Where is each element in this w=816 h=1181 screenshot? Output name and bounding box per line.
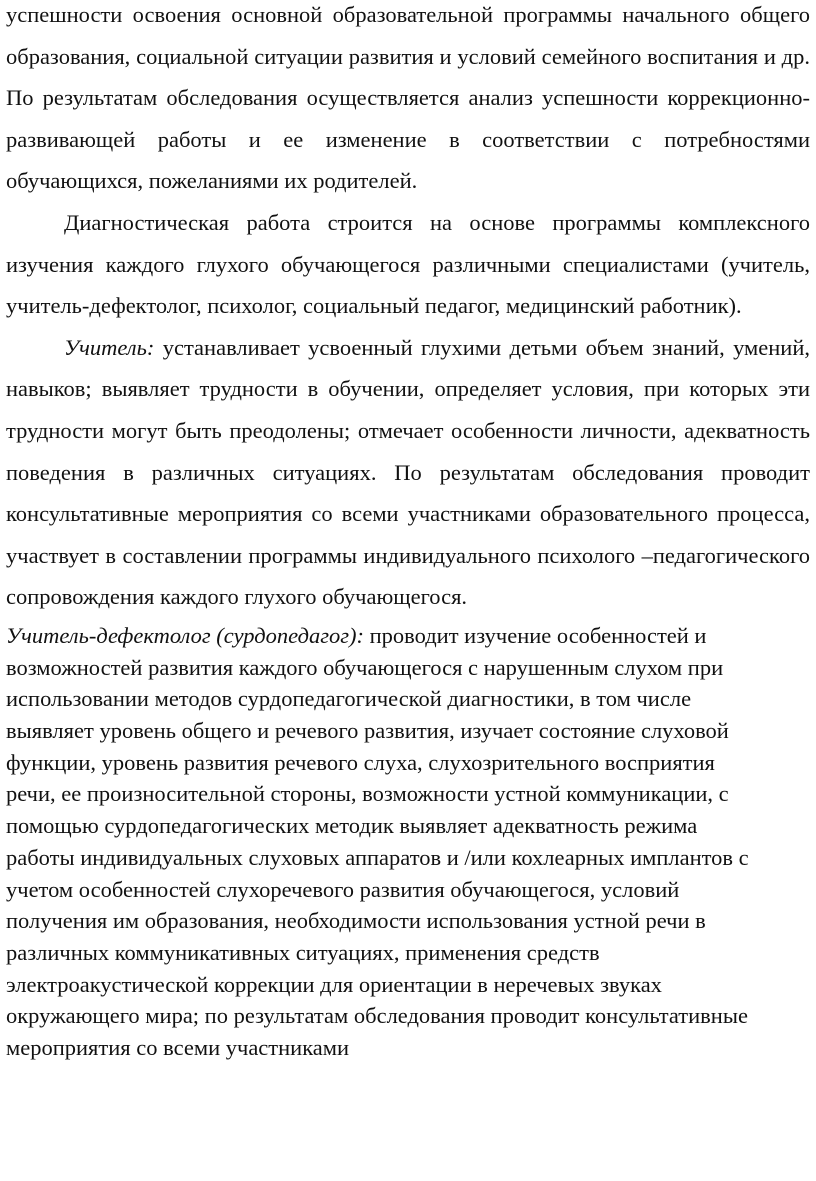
paragraph-4-line: возможностей развития каждого обучающегося с нарушенным слухом при: [6, 654, 724, 680]
paragraph-4-line: речи, ее произносительной стороны, возможности устной коммуникации, с: [6, 781, 729, 807]
paragraph-4-line: электроакустической коррекции для ориентации в неречевых звуках: [6, 971, 662, 997]
paragraph-4-line: учетом особенностей слухоречевого развития обучающегося, условий: [6, 876, 680, 902]
teacher-lead: Учитель:: [64, 334, 155, 360]
paragraph-3-text: устанавливает усвоенный глухими детьми объем знаний, умений, навыков; выявляет трудности в обучении, определяет условия, при которых эти трудности могут быть преодолены; отмечает особенности личности, адекватность поведения в различных ситуациях. По результатам обследования проводит консультативные мероприятия со всеми участниками образовательного процесса, участвует в составлении программы индивидуального психолого –педагогического сопровождения каждого глухого обучающегося.: [6, 334, 810, 610]
paragraph-defectologist: [6, 620, 810, 1064]
paragraph-4-line: мероприятия со всеми участниками: [6, 1035, 350, 1061]
paragraph-4-line: окружающего мира; по результатам обследования проводит консультативные: [6, 1003, 748, 1029]
paragraph-diagnostic-work: [6, 202, 810, 327]
paragraph-teacher: [6, 327, 810, 618]
paragraph-4-line: выявляет уровень общего и речевого развития, изучает состояние слуховой: [6, 718, 729, 744]
paragraph-4-line: функции, уровень развития речевого слуха, слухозрительного восприятия: [6, 749, 715, 775]
paragraph-4-line: проводит изучение особенностей и: [364, 622, 707, 648]
paragraph-4-line: получения им образования, необходимости использования устной речи в: [6, 908, 706, 934]
paragraph-4-line: использовании методов сурдопедагогической диагностики, в том числе: [6, 686, 692, 712]
paragraph-4-line: помощью сурдопедагогических методик выявляет адекватность режима: [6, 813, 698, 839]
paragraph-4-line: различных коммуникативных ситуациях, применения средств: [6, 939, 600, 965]
paragraph-2-text: Диагностическая работа строится на основе программы комплексного изучения каждого глухого обучающегося различными специалистами (учитель, учитель-дефектолог, психолог, социальный педагог, медицинский работник).: [6, 209, 810, 319]
paragraph-1-text: успешности освоения основной образовательной программы начального общего образования, социальной ситуации развития и условий семейного воспитания и др. По результатам обследования осуществляется анализ успешности коррекционно-развивающей работы и ее изменение в соответствии с потребностями обучающихся, пожеланиями их родителей.: [6, 2, 810, 194]
paragraph-4-line: работы индивидуальных слуховых аппаратов и /или кохлеарных имплантов с: [6, 844, 749, 870]
defectologist-lead: Учитель-дефектолог (сурдопедагог):: [6, 622, 364, 648]
paragraph-continuation: [6, 0, 810, 202]
